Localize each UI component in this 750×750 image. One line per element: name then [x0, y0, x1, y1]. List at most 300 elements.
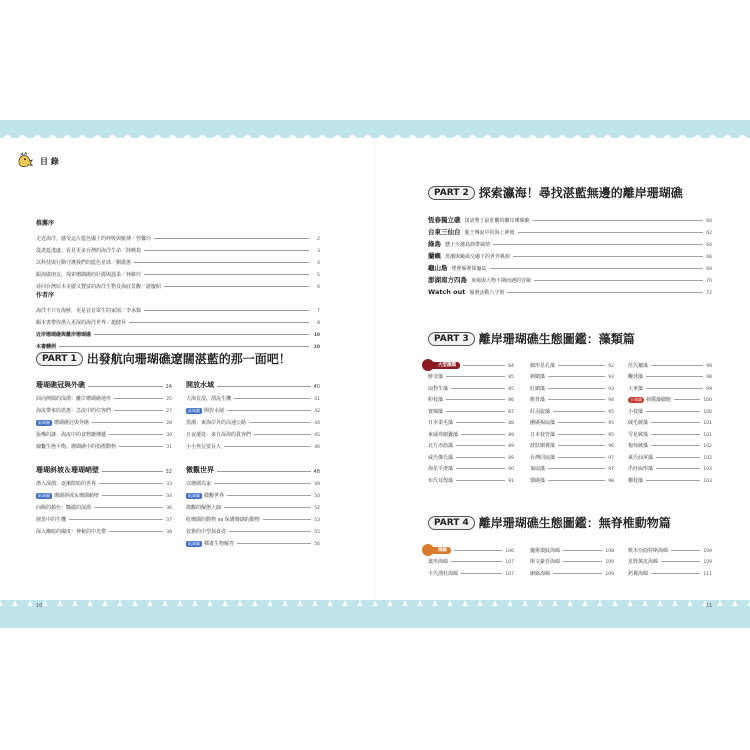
entry-page: 98 [608, 478, 614, 484]
entry-page: 97 [608, 455, 614, 461]
entry-text: 插畫生物解答 [204, 541, 235, 547]
category-label: 海綿 [438, 547, 447, 553]
entry-title [36, 516, 66, 523]
destination-desc: 探訪墾丁最壯觀的離岸珊瑚礁 [464, 218, 530, 224]
species-entry[interactable] [530, 554, 614, 566]
species-entry[interactable] [428, 380, 514, 392]
species-name: 刺網藻 [530, 374, 546, 380]
entry-page: 95 [608, 409, 614, 415]
entry-page: 90 [508, 467, 514, 472]
leader-line [227, 410, 311, 411]
entry-title [36, 407, 111, 414]
region-map-badge: 區域圖 [38, 419, 50, 425]
part1-column-right [186, 377, 320, 547]
species-name: 軟木亞曲特斯海綿 [628, 547, 669, 554]
leader-line [646, 411, 700, 412]
species-name: 布氏耳殼藻 [428, 477, 454, 484]
leader-line [507, 292, 703, 293]
leader-line [119, 446, 163, 447]
entry-page: 103 [703, 478, 712, 484]
entry-text: 珊瑚礁冠與外礁 [54, 420, 90, 426]
species-entry[interactable] [530, 461, 614, 473]
entry-page: 96 [608, 444, 614, 449]
toc-entry[interactable] [36, 302, 320, 314]
leader-line [656, 468, 700, 469]
entry-page: 109 [703, 548, 712, 554]
entry-page: 41 [314, 397, 320, 402]
entry-page: 24 [165, 384, 172, 390]
species-entry[interactable] [628, 461, 712, 473]
entry-page: 88 [508, 421, 514, 426]
leader-line [558, 422, 605, 423]
entry-page: 6 [317, 285, 320, 290]
category-tag [428, 362, 460, 369]
leader-line [217, 471, 311, 472]
section-heading[interactable] [36, 462, 172, 475]
toc-entry[interactable] [186, 523, 320, 535]
category-icon [422, 359, 434, 371]
species-entry[interactable] [628, 472, 712, 484]
toc-entry[interactable] [36, 230, 320, 242]
toc-entry[interactable] [36, 266, 320, 278]
leader-line [651, 422, 700, 423]
toc-entry[interactable] [186, 475, 320, 487]
entry-page: 109 [703, 560, 712, 565]
part4-heading [428, 514, 671, 531]
leader-line [144, 250, 309, 251]
leader-line [456, 445, 505, 446]
entry-page: 62 [706, 231, 712, 236]
entry-page: 108 [605, 548, 614, 554]
leader-line [109, 434, 163, 435]
leader-line [553, 411, 605, 412]
leader-line [548, 468, 605, 469]
entry-title [186, 504, 221, 511]
destination-desc: 煙裡躲裡探龜島 [451, 266, 487, 272]
destination-name: 綠島 [428, 240, 441, 248]
species-entry[interactable] [428, 554, 514, 566]
category-tag [428, 547, 451, 554]
leader-line [563, 561, 602, 562]
toc-entry[interactable] [186, 535, 320, 547]
entry-text: 面向開闊的深淵：離岸珊瑚礁地形 [36, 396, 112, 402]
leader-line [651, 573, 700, 574]
part1-title: 出發航向珊瑚礁遼闊湛藍的那一面吧！ [86, 352, 291, 366]
toc-entry[interactable] [186, 438, 320, 450]
entry-page: 93 [608, 375, 614, 380]
part2-list [428, 212, 712, 296]
toc-entry[interactable] [36, 499, 172, 511]
mascot-icon [16, 152, 34, 170]
species-entry[interactable] [530, 426, 614, 438]
toc-entry[interactable] [186, 426, 320, 438]
species-entry[interactable] [428, 403, 514, 415]
species-name: 紅網藻 [530, 385, 546, 392]
leader-line [651, 365, 703, 366]
species-entry[interactable] [428, 392, 514, 404]
entry-page: 98 [706, 375, 712, 380]
part2-label: PART 2 [428, 186, 475, 200]
entry-page: 86 [508, 398, 514, 403]
leader-line [456, 480, 505, 481]
leader-line [102, 471, 163, 472]
toc-entry[interactable] [36, 390, 172, 402]
entry-page: 7 [317, 309, 320, 314]
entry-page: 100 [703, 409, 712, 415]
entry-text: 大海荒漠、湧流生機 [186, 396, 232, 402]
entry-page: 30 [166, 433, 172, 438]
entry-page: 106 [505, 548, 514, 554]
species-entry[interactable] [628, 542, 712, 554]
species-entry[interactable] [428, 542, 514, 554]
entry-page: 46 [314, 445, 320, 450]
species-entry[interactable] [628, 380, 712, 392]
entry-text: 日夜遷徙：來自深海的貴客們 [186, 432, 252, 438]
entry-page: 40 [313, 384, 320, 390]
destination-name: Watch out [428, 288, 466, 296]
leader-line [114, 398, 163, 399]
leader-line [446, 399, 505, 400]
entry-text: 微觀世界 [204, 493, 225, 499]
species-name: 海星平滑藻 [428, 466, 454, 472]
species-entry[interactable] [628, 415, 712, 427]
entry-page: 98 [706, 363, 712, 369]
entry-title [186, 480, 211, 487]
entry-page: 55 [314, 530, 320, 535]
species-entry[interactable] [428, 449, 514, 461]
leader-line [454, 550, 502, 551]
species-name: 日本柔毛藻 [428, 420, 454, 426]
leader-line [451, 561, 502, 562]
species-name: 鞭球藻 [628, 374, 644, 380]
leader-line [558, 434, 605, 435]
part3-heading [428, 330, 635, 347]
entry-page: 44 [314, 421, 320, 426]
species-entry[interactable] [628, 369, 712, 381]
leader-line [144, 274, 309, 275]
species-entry[interactable] [428, 461, 514, 473]
destination-desc: 來場與大物不期而遇的冒險 [471, 278, 532, 284]
species-entry[interactable] [530, 357, 614, 369]
toc-entry[interactable] [186, 390, 320, 402]
toc-entry[interactable] [186, 487, 320, 499]
leader-line [217, 386, 311, 387]
species-entry[interactable] [628, 426, 712, 438]
leader-line [534, 280, 703, 281]
species-name: 雪花蕨藻 [628, 431, 649, 438]
toc-entry[interactable] [36, 438, 172, 450]
leader-line [69, 519, 163, 520]
toc-entry[interactable] [36, 278, 320, 290]
part2-heading [428, 184, 683, 201]
entry-title: 跟海做朋友，探索珊瑚礁的壯麗與溫柔／林維玲 [36, 272, 142, 278]
destination-name: 澎湖南方四島 [428, 276, 467, 284]
entry-text: 狡猾的中型掠食者 [186, 529, 227, 535]
species-entry[interactable] [428, 426, 514, 438]
toc-entry[interactable] [36, 475, 172, 487]
entry-page: 94 [608, 398, 614, 403]
destination-entry[interactable] [428, 260, 712, 272]
species-entry[interactable] [628, 357, 712, 369]
species-entry[interactable] [428, 369, 514, 381]
species-entry[interactable] [628, 449, 712, 461]
entry-text: 珊瑚礁冠與外礁 [36, 381, 85, 389]
leader-line [646, 388, 703, 389]
entry-page: 60 [706, 219, 712, 224]
species-name: 星野萬皮海綿 [628, 559, 659, 565]
entry-title: 尋回台灣原本美麗又豐富的海洋生物及海底景觀／游慶昭 [36, 284, 162, 290]
entry-title: 海洋不只有海鮮，更是首首眾生的家園／李承錄 [36, 308, 142, 314]
leader-line [88, 386, 163, 387]
entry-page: 64 [706, 243, 712, 248]
entry-page: 45 [314, 433, 320, 438]
species-name: 寬咽藻 [428, 408, 444, 415]
species-name: 細形星孔藻 [530, 362, 556, 369]
toc-entry[interactable] [36, 338, 320, 350]
species-name [628, 396, 671, 403]
entry-page: 32 [165, 469, 172, 475]
toc-entry[interactable] [36, 414, 172, 426]
species-name: 軟骨藻 [530, 397, 546, 403]
leader-line [263, 519, 312, 520]
species-name: 斯文豪苔海綿 [530, 559, 561, 565]
leader-line [456, 468, 505, 469]
entry-page: 34 [166, 494, 172, 499]
destination-entry[interactable] [428, 284, 712, 296]
leader-line [446, 411, 505, 412]
destination-name: 龜山島 [428, 264, 448, 272]
entry-page: 68 [706, 267, 712, 272]
species-entry[interactable] [628, 554, 712, 566]
destination-entry[interactable] [428, 248, 712, 260]
leader-line [461, 434, 505, 435]
entry-page: 42 [314, 409, 320, 414]
toc-entry[interactable] [36, 511, 172, 523]
category-icon [422, 544, 434, 556]
entry-page: 56 [314, 542, 320, 547]
entry-title [36, 504, 91, 511]
species-name: 葡萄蕨藻 [628, 443, 649, 449]
leader-line [671, 550, 700, 551]
entry-page: 36 [166, 506, 172, 511]
toc-entry[interactable] [36, 487, 172, 499]
species-entry[interactable] [530, 403, 614, 415]
part1-heading [36, 350, 291, 367]
destination-entry[interactable] [428, 224, 712, 236]
entry-page: 37 [166, 518, 172, 523]
entry-page: 89 [508, 455, 514, 461]
section-heading[interactable] [186, 462, 320, 475]
species-entry[interactable] [530, 565, 614, 577]
entry-page: 92 [608, 363, 614, 369]
toc-entry[interactable] [36, 314, 320, 326]
part4-label: PART 4 [428, 516, 475, 530]
leader-line [164, 286, 309, 287]
book-gutter [374, 138, 376, 606]
entry-title: 願本書帶你潛入更深的海洋世界／趙健昇 [36, 320, 127, 326]
entry-title [36, 480, 96, 487]
entry-page: 89 [508, 432, 514, 438]
entry-title [186, 516, 260, 523]
toc-entry[interactable] [36, 523, 172, 535]
species-name: 匍扇藻 [530, 466, 546, 472]
species-entry[interactable] [628, 392, 712, 404]
species-name: 扇對生藻 [428, 385, 449, 392]
destination-entry[interactable] [428, 272, 712, 284]
species-name: 鈣翼海綿 [628, 570, 649, 577]
part4-column-2 [530, 542, 614, 577]
entry-title [36, 395, 111, 402]
entry-text: 層黑中的生機 [36, 517, 67, 523]
toc-entry[interactable] [186, 414, 320, 426]
entry-page: 107 [505, 571, 514, 577]
leader-line [129, 322, 309, 323]
leader-line [558, 365, 605, 366]
toc-entry[interactable] [36, 426, 172, 438]
leader-line [99, 483, 163, 484]
destination-desc: 龍王傳說中的海上神壇 [464, 230, 515, 236]
entry-page: 85 [508, 386, 514, 392]
species-name: 東威弗網囊藻 [428, 431, 459, 438]
species-entry[interactable] [428, 357, 514, 369]
entry-page: 109 [605, 560, 614, 565]
leader-line [533, 220, 704, 221]
entry-text: 黑潮：東海岸外的高速公路 [186, 420, 247, 426]
entry-title [36, 431, 106, 438]
entry-page: 10 [313, 333, 320, 338]
entry-page: 20 [313, 345, 320, 350]
entry-text: 張嘴的謎：海流中的食物鏈傳遞 [36, 432, 107, 438]
entry-page: 66 [706, 255, 712, 260]
toc-entry[interactable] [186, 511, 320, 523]
species-name: 櫛枝藻 [628, 477, 644, 484]
destination-name: 恆春獨立礁 [428, 216, 461, 224]
entry-title [36, 465, 99, 475]
entry-page: 48 [313, 469, 320, 475]
species-name: 粉枝藻 [428, 397, 444, 403]
species-entry[interactable] [530, 449, 614, 461]
toc-entry[interactable] [186, 402, 320, 414]
region-map-badge: 區域圖 [188, 407, 200, 413]
species-entry[interactable] [428, 472, 514, 484]
entry-page: 95 [608, 432, 614, 438]
species-name: 絨毛蕨藻 [628, 420, 649, 426]
leader-line [461, 573, 502, 574]
destination-entry[interactable] [428, 236, 712, 248]
leader-line [229, 531, 311, 532]
entry-page: 107 [505, 560, 514, 565]
entry-page: 33 [166, 482, 172, 487]
leader-line [451, 388, 505, 389]
leader-line [548, 388, 605, 389]
species-entry[interactable] [428, 438, 514, 450]
leader-line [109, 531, 163, 532]
species-name [428, 547, 451, 554]
leader-line [94, 334, 309, 335]
entry-page: 102 [703, 455, 712, 461]
entry-title: 本書體例 [36, 344, 57, 350]
species-name: 鮮奈藻 [428, 374, 444, 380]
toc-entry[interactable] [36, 326, 320, 338]
toc-entry[interactable] [186, 499, 320, 511]
entry-title: 從湛藍淺處，看見更多台灣的海洋生命／陸曉筠 [36, 248, 142, 254]
entry-text: 珊瑚斜坡＆珊瑚峭壁 [54, 493, 100, 499]
part4-column-3 [628, 542, 712, 577]
entry-title: 近岸珊瑚礁與離岸珊瑚礁 [36, 332, 92, 338]
toc-header [16, 152, 59, 170]
leader-line [548, 399, 605, 400]
entry-text: 以珊瑚為家 [186, 481, 212, 487]
entry-page: 102 [703, 444, 712, 449]
entry-title [186, 465, 214, 475]
species-entry[interactable] [628, 438, 712, 450]
entry-page: 70 [706, 279, 712, 284]
part3-column-1 [428, 357, 514, 484]
leader-line [94, 507, 163, 508]
section-heading[interactable] [36, 377, 172, 390]
part3-column-2 [530, 357, 614, 484]
entry-page: 52 [314, 506, 320, 511]
entry-title [36, 380, 85, 390]
entry-page: 99 [706, 386, 712, 392]
leader-line [446, 376, 505, 377]
toc-entry[interactable] [36, 402, 172, 414]
section-heading[interactable] [186, 377, 320, 390]
entry-title [186, 492, 224, 499]
entry-page: 100 [703, 398, 712, 403]
species-name: 紅羽旋藻 [530, 408, 551, 415]
toc-entry[interactable] [36, 254, 320, 266]
entry-text: 微觀世界 [186, 466, 214, 474]
species-entry[interactable] [628, 565, 712, 577]
species-entry[interactable] [530, 415, 614, 427]
entry-page: 109 [605, 571, 614, 577]
leader-line [227, 495, 311, 496]
entry-page: 87 [508, 409, 514, 415]
species-name: 環礁藻 [530, 477, 546, 484]
species-name: 小枝藻 [628, 408, 644, 415]
toc-entry[interactable] [36, 242, 320, 254]
entry-text: 珊瑚斜坡＆珊瑚峭壁 [36, 466, 99, 474]
destination-desc: 懸上火燒島熱帶風情 [445, 242, 491, 248]
species-entry[interactable] [530, 472, 614, 484]
preface-section [36, 218, 320, 350]
entry-page: 111 [703, 571, 712, 577]
species-entry[interactable] [530, 392, 614, 404]
leader-line [114, 410, 163, 411]
leader-line [224, 446, 311, 447]
species-entry[interactable] [530, 369, 614, 381]
species-name: 北方赤筋藻 [428, 443, 454, 449]
species-entry[interactable] [428, 415, 514, 427]
species-label: 發醬藻細胞 [646, 397, 672, 403]
destination-entry[interactable] [428, 212, 712, 224]
leader-line [102, 495, 163, 496]
destination-desc: 黑潮與颱風交融下的世外桃源 [445, 254, 511, 260]
species-entry[interactable] [428, 565, 514, 577]
species-entry[interactable] [530, 542, 614, 554]
leader-line [456, 457, 505, 458]
species-entry[interactable] [628, 403, 712, 415]
species-entry[interactable] [530, 438, 614, 450]
destination-name: 蘭嶼 [428, 252, 441, 260]
leader-line [558, 445, 605, 446]
species-name: 團繞褐扇藻 [530, 420, 556, 426]
species-name: 日本枝管藻 [530, 431, 556, 438]
entry-page: 31 [166, 445, 172, 450]
species-entry[interactable] [530, 380, 614, 392]
leader-line [661, 561, 700, 562]
